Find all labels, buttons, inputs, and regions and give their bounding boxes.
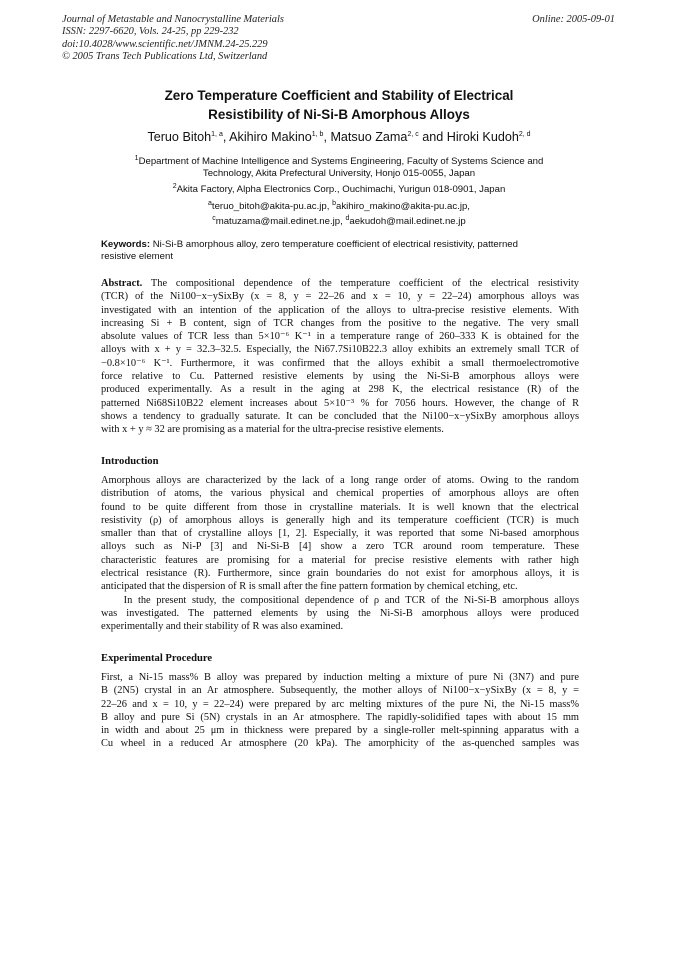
abstract-line: patterned Ni68Si10B22 element increases about 5×10⁻³ % for 7056 hours. However, the change of R bbox=[101, 397, 579, 409]
email-marker: c bbox=[212, 215, 216, 223]
section-heading-introduction: Introduction bbox=[101, 456, 159, 467]
affiliation-1 bbox=[60, 153, 618, 180]
introduction-body bbox=[101, 474, 579, 634]
author-list: Teruo Bitoh$^{1, a}$, Akihiro Makino$^{1, b}$, Matsuo Zama$^{2, c}$ and Hiroki Kudoh$^{2, d}$ bbox=[147, 130, 531, 144]
body-line: In the present study, the compositional dependence of ρ and TCR of the Ni-Si-B amorphous alloys bbox=[101, 594, 579, 606]
body-line: characteristic features are promising for a material for precise resistive elements with rather high bbox=[101, 554, 579, 566]
keywords-text: resistive element bbox=[101, 251, 173, 262]
abstract bbox=[101, 277, 579, 437]
keywords-text: Ni-Si-B amorphous alloy, zero temperature coefficient of electrical resistivity, patterned bbox=[152, 239, 518, 250]
email-marker: b bbox=[332, 200, 336, 207]
paper-title bbox=[60, 86, 618, 124]
abstract-line: −0.8×10⁻⁶ K⁻¹. Furthermore, it was confirmed that the alloys exhibit a small thermoelectromotive bbox=[101, 357, 579, 369]
email-address: akihiro_makino@akita-pu.ac.jp, bbox=[335, 201, 470, 213]
email-address: teruo_bitoh@akita-pu.ac.jp, bbox=[211, 201, 330, 213]
experimental-body bbox=[101, 671, 579, 751]
body-line: resistivity (ρ) of amorphous alloys is generally high and its temperature coefficient (TCR) is much bbox=[101, 514, 579, 526]
keywords bbox=[101, 239, 579, 263]
abstract-line: alloys with x + y = 32.3–32.5. Especially, the Ni67.7Si10B22.3 alloy exhibits an extremely small TCR of bbox=[101, 344, 579, 356]
body-line: B (2N5) crystal in an Ar atmosphere. Subsequently, the mother alloys of Ni100−x−ySixBy (x = 8, y = bbox=[101, 685, 579, 697]
author-conjunction: and bbox=[422, 130, 444, 144]
keywords-label: Keywords: bbox=[101, 239, 151, 250]
abstract-line: force relative to Cu. Patterned resistive elements by using the Ni-Si-B amorphous alloys were bbox=[101, 371, 579, 383]
section-heading-experimental: Experimental Procedure bbox=[101, 653, 213, 664]
abstract-line: with x + y ≈ 32 are promising as a material for the ultra-precise resistive elements. bbox=[101, 424, 444, 436]
email-marker: d bbox=[345, 215, 350, 223]
abstract-line: investigated with an intention of the application of the alloys to ultra-precise resistive elements. With bbox=[101, 304, 579, 316]
author-name: Akihiro Makino bbox=[229, 130, 312, 144]
abstract-line: (TCR) of the Ni100−x−ySixBy (x = 8, y = 22–26 and x = 10, y = 22–24) amorphous alloys was bbox=[101, 291, 579, 303]
author-emails bbox=[60, 198, 618, 228]
body-line: electrical resistance (R). Furthermore, since grain boundaries do not exist for amorphous alloys, it is bbox=[101, 568, 579, 580]
author-affiliation-marker: 2, d bbox=[518, 130, 531, 138]
author-affiliation-marker: 1, a bbox=[211, 130, 223, 138]
body-line: distribution of atoms, the various physical and chemical properties of amorphous alloys are often bbox=[101, 488, 579, 500]
abstract-line: shows a tendency to gradually saturate. It can be concluded that the Ni100−x−ySixBy amorphous alloys bbox=[101, 410, 579, 422]
abstract-line: produced experimentally. As a result in the aging at 298 K, the electrical resistance (R) of the bbox=[101, 384, 579, 396]
abstract-line: absolute values of TCR less than 5×10⁻⁶ K⁻¹ in a temperature range of 260–333 K is obtained for the bbox=[101, 331, 579, 343]
journal-name: Journal of Metastable and Nanocrystalline Materials bbox=[62, 14, 284, 25]
body-line: found to be quite different from those in crystalline materials. It is well known that the electrical bbox=[101, 501, 579, 513]
body-line: Cu wheel in a reduced Ar atmosphere (20 kPa). The amorphicity of the as-quenched samples was bbox=[101, 738, 579, 750]
title-line-1: Zero Temperature Coefficient and Stability of Electrical bbox=[164, 88, 514, 103]
email-marker: a bbox=[208, 200, 212, 207]
body-line: 22–26 and x = 10, y = 22–24) were prepared by arc melting mixtures of the pure Ni, the Ni-15 mass% bbox=[101, 698, 579, 710]
affiliation-2 bbox=[60, 181, 618, 196]
journal-header bbox=[62, 14, 284, 64]
online-date: Online: 2005-09-01 bbox=[532, 14, 615, 25]
journal-copyright: © 2005 Trans Tech Publications Ltd, Switzerland bbox=[62, 51, 268, 63]
author-affiliation-marker: 2, c bbox=[407, 130, 419, 138]
journal-issn: ISSN: 2297-6620, Vols. 24-25, pp 229-232 bbox=[62, 26, 239, 38]
body-line: smaller than that of crystalline alloys [1, 2]. Especially, it was reported that some Ni-based amorphous bbox=[101, 528, 579, 540]
author-affiliation-marker: 1, b bbox=[311, 130, 324, 138]
abstract-label: Abstract. bbox=[101, 278, 143, 289]
abstract-line: increasing Si + B content, sign of TCR changes from the positive to the negative. The very small bbox=[101, 317, 579, 329]
author-name: Matsuo Zama bbox=[330, 130, 408, 144]
body-line: was investigated. The patterned elements by using the Ni-Si-B amorphous alloys were produced bbox=[101, 607, 579, 619]
body-line: Amorphous alloys are characterized by the lack of a long range order of atoms. Owing to the random bbox=[101, 475, 579, 486]
email-address: matuzama@mail.edinet.ne.jp, bbox=[215, 216, 343, 228]
author-name: Teruo Bitoh bbox=[147, 130, 212, 144]
affiliation-text: Technology, Akita Prefectural University, Honjo 015-0055, Japan bbox=[202, 168, 476, 180]
title-line-2: Resistibility of Ni-Si-B Amorphous Alloys bbox=[208, 107, 470, 122]
abstract-line: The compositional dependence of the temperature coefficient of the electrical resistivity bbox=[150, 278, 579, 289]
body-line: anticipated that the dispersion of R is small after the fine pattern formation by chemical etching, etc. bbox=[101, 581, 518, 593]
body-line: experimentally and their stability of R was also examined. bbox=[101, 621, 344, 633]
body-line: B alloy and pure Si (5N) crystals in an Ar atmosphere. The rapidly-solidified tapes with about 15 mm bbox=[101, 711, 579, 723]
affiliation-marker: 2 bbox=[172, 183, 177, 190]
author-name: Hiroki Kudoh bbox=[446, 130, 519, 144]
affiliation-text: Department of Machine Intelligence and Systems Engineering, Faculty of Systems Science and bbox=[138, 156, 544, 168]
body-line: alloys such as Ni-P [3] and Ni-Si-B [4] show a zero TCR around room temperature. These bbox=[101, 541, 579, 553]
journal-doi: doi:10.4028/www.scientific.net/JMNM.24-25.229 bbox=[62, 38, 268, 50]
body-line: in width and about 25 μm in thickness were prepared by a single-roller melt-spinning apparatus with a bbox=[101, 725, 579, 737]
affiliation-text: Akita Factory, Alpha Electronics Corp., Ouchimachi, Yurigun 018-0901, Japan bbox=[176, 184, 506, 196]
affiliation-marker: 1 bbox=[134, 155, 139, 162]
body-line: First, a Ni-15 mass% B alloy was prepared by induction melting a mixture of pure Ni (3N7) and pure bbox=[101, 672, 579, 683]
email-address: aekudoh@mail.edinet.ne.jp bbox=[349, 216, 466, 228]
